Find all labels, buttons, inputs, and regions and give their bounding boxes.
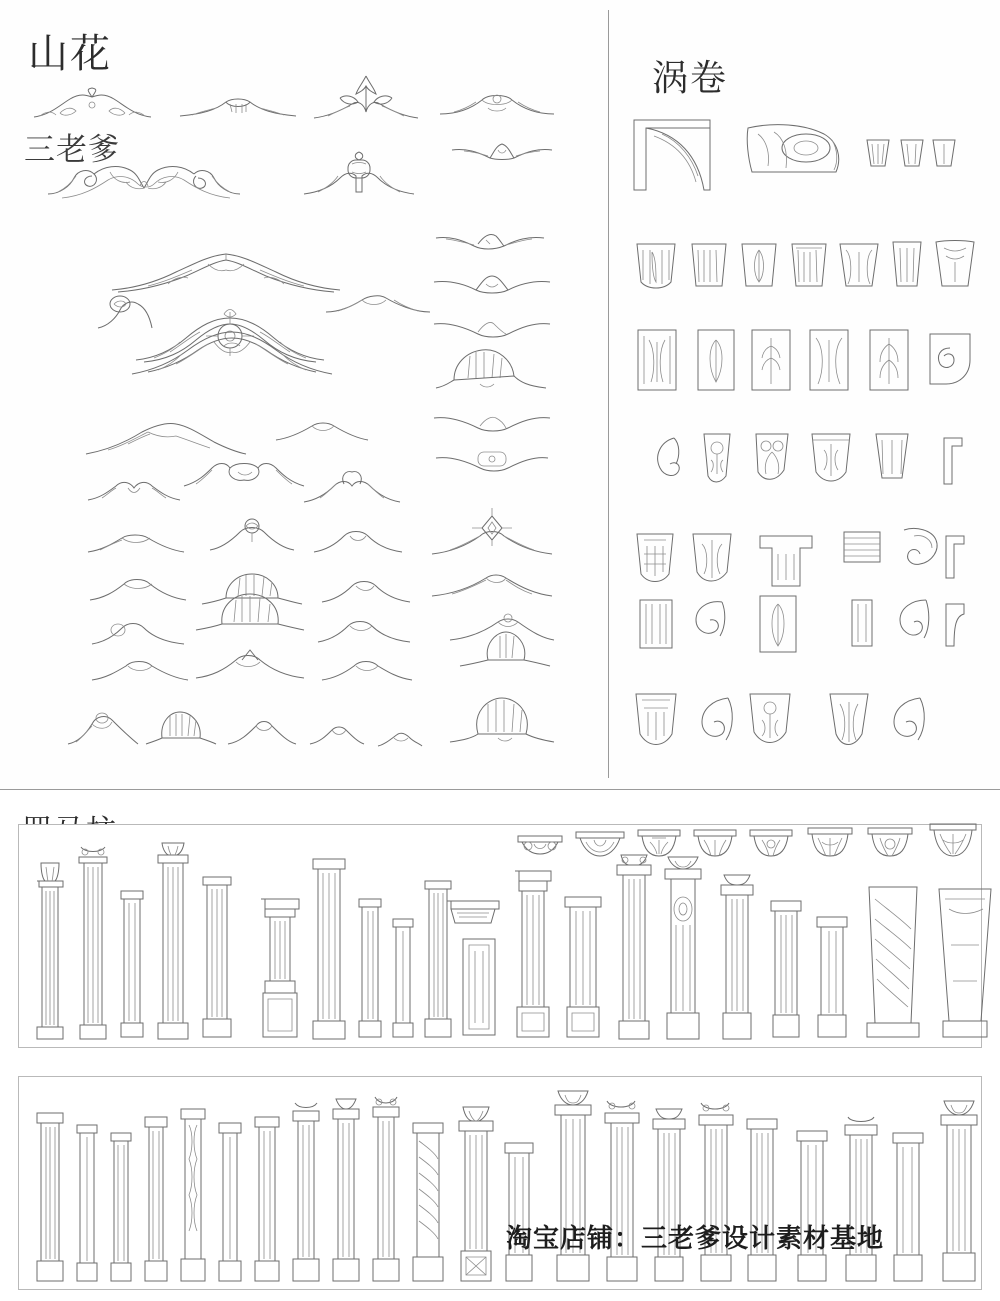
ornament-scroll-bracket [756, 592, 800, 658]
column-elevation [179, 1099, 207, 1285]
column-elevation [391, 913, 415, 1043]
ornament-scroll-bracket [892, 596, 934, 648]
ornament-pediment [64, 700, 142, 752]
column-elevation [119, 883, 145, 1043]
ornament-scroll-bracket [942, 532, 968, 582]
shop-stamp: 淘宝店铺：三老爹设计素材基地 [506, 1224, 885, 1253]
ornament-pediment [206, 510, 298, 558]
ornament-pediment [192, 644, 308, 686]
ornament-scroll-bracket [634, 690, 678, 752]
ornament-pediment [432, 342, 552, 394]
ornament-scroll-bracket [810, 428, 852, 490]
ornament-pediment [224, 704, 300, 752]
column-elevation [155, 837, 191, 1043]
column-elevation [553, 1087, 593, 1285]
column-elevation [217, 1115, 243, 1285]
ornament-scroll-bracket [930, 138, 958, 168]
column-capital [928, 818, 978, 862]
ornament-scroll-bracket [790, 242, 828, 292]
column-elevation [143, 1109, 169, 1285]
column-elevation [459, 935, 499, 1043]
ornament-scroll-bracket [756, 530, 816, 592]
ornament-pediment [430, 264, 554, 300]
ornament-scroll-bracket [652, 434, 684, 492]
column-elevation [411, 1113, 445, 1285]
column-elevation [35, 1103, 65, 1285]
ornament-scroll-bracket [934, 238, 976, 292]
column-elevation [663, 853, 703, 1043]
column-elevation [457, 1103, 495, 1285]
corner-watermark: 三老爹 [24, 132, 120, 167]
ornament-scroll-bracket [636, 326, 678, 394]
column-elevation [253, 1107, 281, 1285]
ornament-scroll-bracket [690, 530, 734, 590]
ornament-pediment [456, 622, 554, 672]
ornament-pediment [84, 524, 188, 558]
ornament-pediment [314, 610, 414, 650]
ornament-scroll-bracket [886, 694, 930, 750]
ornament-pediment [428, 504, 556, 562]
column-elevation [563, 891, 603, 1043]
ornament-pediment [272, 414, 372, 448]
ornament-pediment [310, 520, 406, 560]
ornament-scroll-bracket [826, 690, 872, 752]
ornament-pediment [192, 584, 308, 636]
ornament-scroll-bracket [690, 242, 728, 292]
column-capital [692, 826, 738, 862]
column-capital [806, 824, 854, 862]
ornament-scroll-bracket [890, 240, 924, 292]
column-elevation [201, 867, 233, 1043]
ornament-pediment [432, 222, 550, 258]
ornament-scroll-bracket [752, 430, 792, 490]
column-elevation-tapered [865, 883, 921, 1043]
ornament-pediment [374, 722, 426, 752]
ornament-pediment [142, 700, 220, 752]
ornament-pediment [128, 318, 336, 380]
ornament-scroll-bracket [808, 326, 850, 394]
column-elevation [511, 867, 555, 1043]
ornament-scroll-bracket [940, 434, 966, 490]
ornament-scroll-bracket [632, 116, 714, 194]
ornament-scroll-bracket [744, 118, 844, 180]
ornament-scroll-bracket [926, 330, 974, 388]
column-elevation [109, 1125, 133, 1285]
column-elevation [745, 1109, 779, 1285]
ornament-pediment [84, 470, 184, 508]
vertical-divider [608, 10, 609, 778]
column-elevation [371, 1093, 401, 1285]
ornament-pediment [322, 286, 434, 324]
ornament-pediment [88, 612, 188, 652]
column-elevation [291, 1099, 321, 1285]
column-elevation [615, 851, 653, 1043]
ornament-scroll-bracket [740, 242, 778, 292]
ornament-scroll-bracket [748, 690, 792, 752]
ornament-scroll-bracket [694, 694, 736, 750]
ornament-scroll-bracket [700, 430, 734, 490]
ornament-pediment [432, 442, 552, 478]
column-elevation [651, 1105, 687, 1285]
ornament-scroll-bracket [636, 596, 676, 654]
ornament-pediment [430, 308, 554, 342]
column-elevation [357, 893, 383, 1043]
column-elevation [311, 851, 347, 1043]
ornament-scroll-bracket [838, 242, 880, 292]
ornament-pediment [438, 84, 556, 126]
ornament-pediment [318, 652, 416, 688]
ornament-pediment [310, 72, 422, 126]
ornament-pediment [428, 560, 556, 604]
ornament-scroll-bracket [848, 596, 876, 652]
ornament-scroll-bracket [634, 530, 676, 590]
column-capital [748, 826, 794, 862]
ornament-scroll-bracket [898, 138, 926, 168]
column-capital [445, 897, 501, 927]
ornament-scroll-bracket [688, 596, 730, 646]
column-elevation [815, 911, 849, 1043]
column-elevation [77, 843, 109, 1043]
ornament-pediment [300, 146, 418, 202]
column-elevation [719, 871, 755, 1043]
column-elevation [843, 1113, 879, 1285]
ornament-pediment [430, 404, 554, 436]
column-elevation [331, 1095, 361, 1285]
section-title-scroll: 涡卷 [652, 58, 729, 98]
ornament-scroll-bracket [840, 528, 884, 568]
column-elevation [795, 1121, 829, 1285]
column-capital [574, 828, 626, 862]
column-capital [636, 826, 682, 862]
column-elevation [891, 1123, 925, 1285]
ornament-pediment [448, 130, 556, 172]
ornament-pediment [300, 466, 404, 510]
column-elevation [75, 1117, 99, 1285]
ornament-pediment [86, 570, 190, 606]
column-elevation [939, 1097, 979, 1285]
column-elevation [33, 857, 67, 1043]
column-elevation [769, 893, 803, 1043]
ornament-pediment [56, 162, 236, 206]
ornament-pediment [30, 85, 155, 127]
ornament-pediment [306, 714, 368, 752]
ornament-pediment [178, 88, 298, 126]
ornament-scroll-bracket [868, 326, 910, 394]
column-elevation [259, 895, 301, 1043]
ornament-scroll-bracket [900, 524, 942, 570]
ornament-scroll-bracket [864, 138, 892, 168]
column-capital [516, 832, 564, 862]
ornament-scroll-bracket [696, 326, 736, 394]
column-elevation-tapered [937, 885, 993, 1043]
ornament-scroll-bracket [750, 326, 792, 394]
ornament-scroll-bracket [634, 242, 678, 292]
ornament-pediment [318, 570, 414, 608]
column-elevation [603, 1097, 641, 1285]
column-capital [866, 824, 914, 862]
column-elevation [503, 1135, 535, 1285]
column-row-bottom [18, 1076, 982, 1290]
ornament-pediment [88, 652, 192, 686]
ornament-pediment [178, 452, 310, 492]
ornament-scroll-bracket [942, 600, 968, 650]
ornament-pediment [446, 690, 558, 752]
horizontal-divider [0, 789, 1000, 790]
section-title-pediment: 山花 [28, 31, 112, 76]
ornament-scroll-bracket [872, 430, 912, 490]
column-elevation [697, 1099, 735, 1285]
